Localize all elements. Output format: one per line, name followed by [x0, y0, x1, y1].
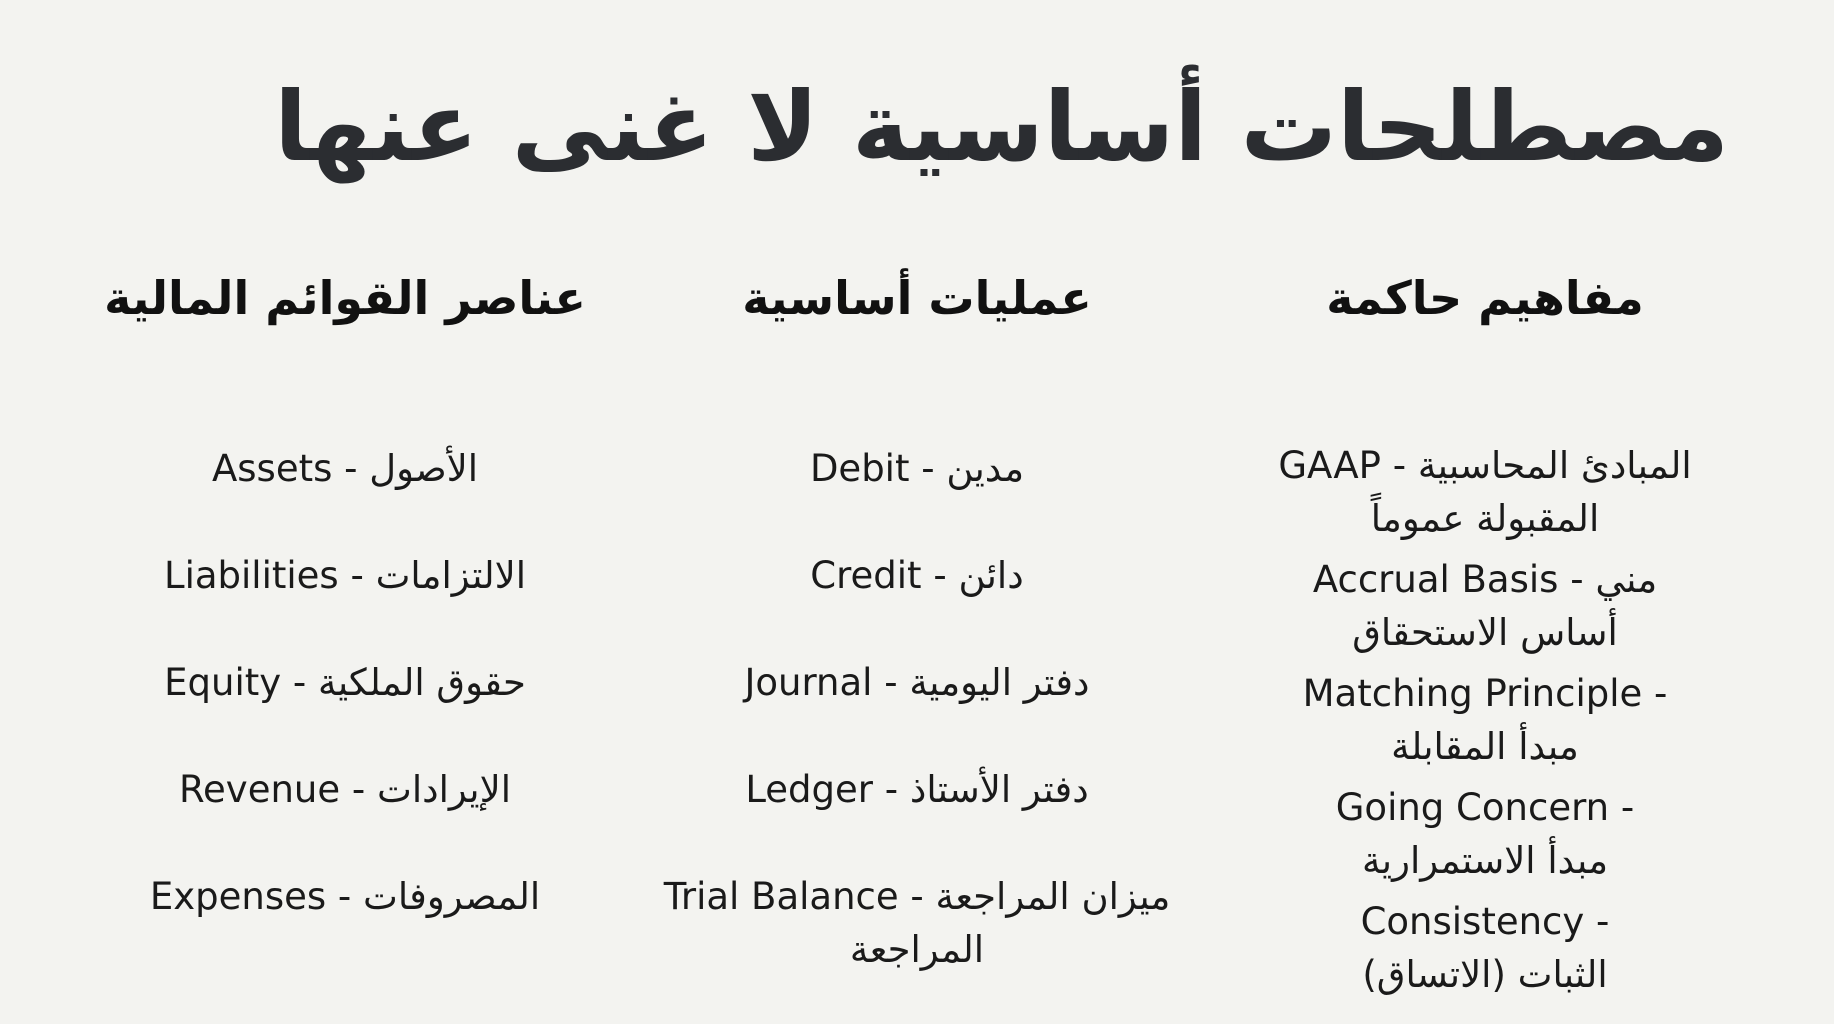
term-journal: Journal - دفتر اليومية — [744, 661, 1090, 704]
column-financial-statement-elements — [75, 268, 615, 923]
slide-title: مصطلحات أساسية لا غنى عنها — [274, 71, 1729, 183]
column-governing-concepts — [1215, 268, 1755, 1001]
term-line: Consistency - — [1360, 900, 1610, 943]
term-matching-principle — [1255, 667, 1715, 773]
term-line: Accrual Basis - مني — [1312, 558, 1658, 601]
term-list — [75, 442, 615, 923]
term-list — [647, 442, 1187, 976]
term-line: أساس الاستحقاق — [1352, 611, 1618, 654]
term-line: الثبات (الاتساق) — [1362, 953, 1608, 996]
term-revenue: Revenue - الإيرادات — [179, 768, 511, 811]
term-equity: Equity - حقوق الملكية — [164, 661, 526, 704]
term-debit: Debit - مدين — [809, 447, 1025, 490]
term-going-concern — [1255, 781, 1715, 887]
term-consistency — [1255, 895, 1715, 1001]
term-liabilities: Liabilities - الالتزامات — [163, 554, 527, 597]
column-heading: عناصر القوائم المالية — [104, 271, 586, 325]
term-assets: Assets - الأصول — [211, 447, 479, 490]
term-line: مبدأ المقابلة — [1391, 725, 1579, 768]
term-list — [1215, 439, 1755, 1001]
column-basic-operations — [647, 268, 1187, 976]
term-ledger: Ledger - دفتر الأستاذ — [745, 768, 1089, 811]
term-line: Going Concern - — [1335, 786, 1635, 829]
term-trial-balance: Trial Balance - ميزان المراجعة المراجعة — [663, 875, 1171, 971]
column-heading: مفاهيم حاكمة — [1326, 271, 1644, 325]
term-accrual-basis — [1255, 553, 1715, 659]
term-credit: Credit - دائن — [810, 554, 1024, 597]
term-gaap — [1255, 439, 1715, 545]
term-line: Matching Principle - — [1302, 672, 1668, 715]
term-line: مبدأ الاستمرارية — [1361, 839, 1609, 882]
term-line: GAAP - المبادئ المحاسبية — [1278, 444, 1692, 487]
column-heading: عمليات أساسية — [742, 271, 1092, 325]
term-line: المقبولة عموماً — [1370, 497, 1600, 540]
term-expenses: Expenses - المصروفات — [149, 875, 541, 918]
